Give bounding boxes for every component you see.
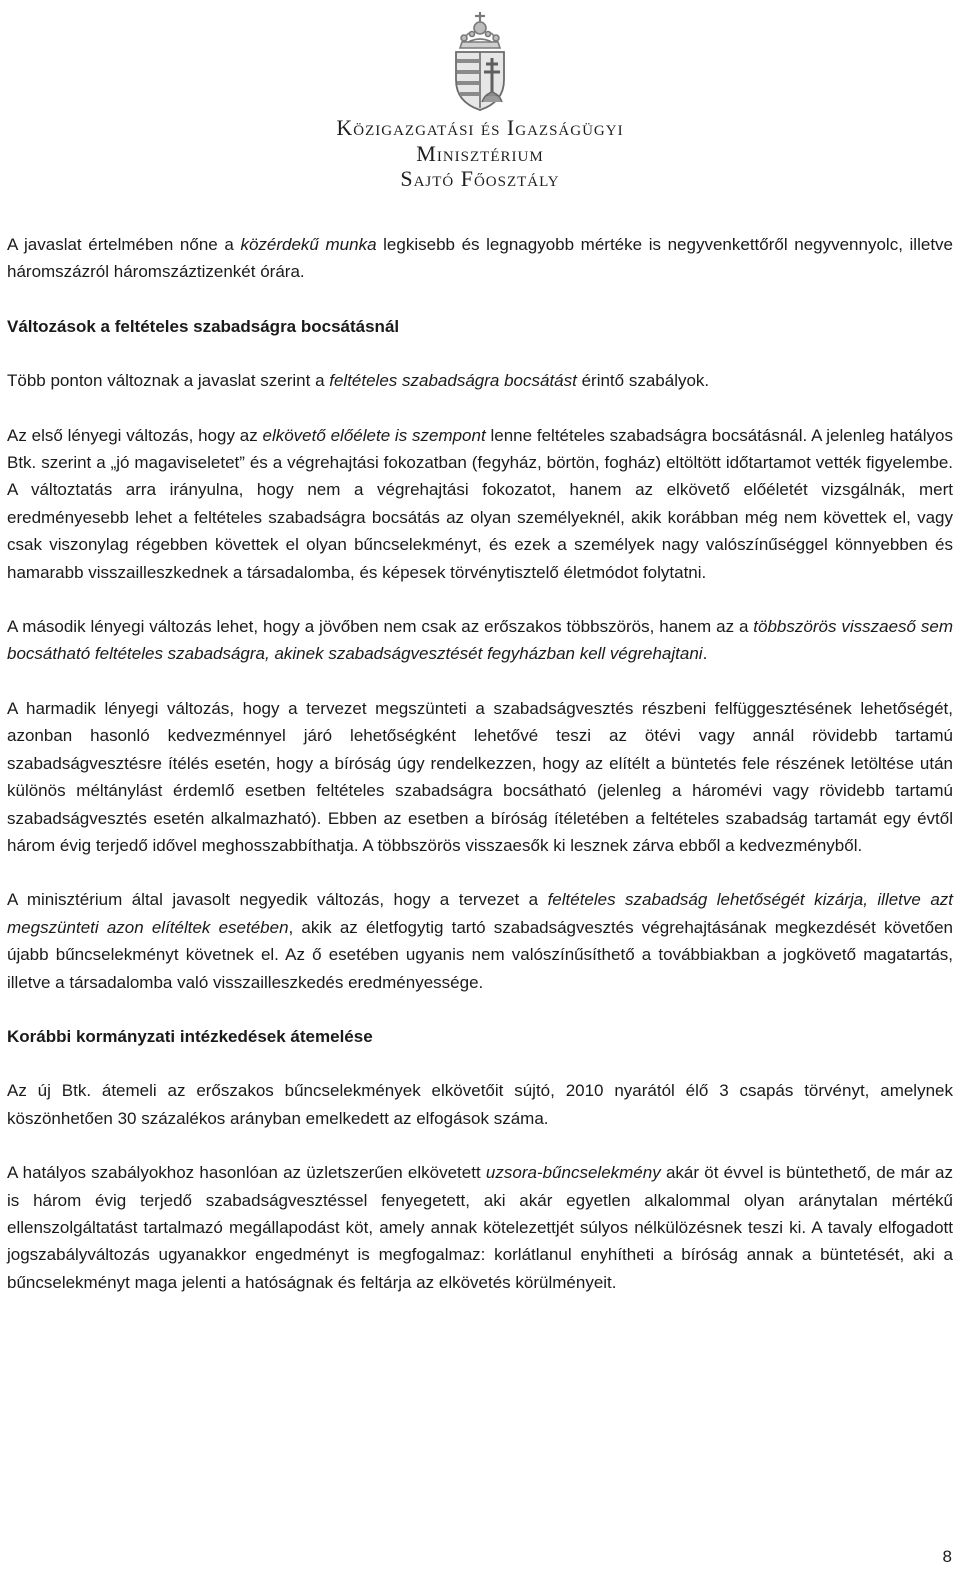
text-run: érintő szabályok. bbox=[576, 371, 710, 391]
paragraph-fourth-change bbox=[7, 886, 953, 996]
page-number: 8 bbox=[942, 1547, 952, 1566]
text-run: Az első lényegi változás, hogy az bbox=[7, 425, 263, 445]
text-run: lenne feltételes szabadságra bocsátásnál. A jelenleg hatályos Btk. szerint a „jó magaviseletet” és a végrehajtási fokozatban (fegyház, börtön, fogház) eltöltött időtartamot vették figyelembe. A változtatás arra irányulna, hogy nem a végrehajtási fokozatot, hanem az elkövető előéletét vizsgálnák, mert eredményesebb lehet a feltételes szabadságra bocsátás az olyan személyeknél, akik korábban még nem követtek el, vagy csak viszonylag régebben követtek el olyan bűncselekményt, és ezek a személyek nagy valószínűséggel könnyebben és hamarabb visszailleszkednek a társadalomba, és képesek törvénytisztelő életmódot folytatni. bbox=[7, 425, 953, 582]
text-run: akár öt évvel is büntethető, de már az is három évig terjedő szabadságvesztéssel fenyegetett, aki akár egyetlen alkalommal olyan aránytalan mértékű ellenszolgáltatást tartalmazó megállapodást köt, amely annak kötelezettjét súlyos nélkülözésnek teszi ki. A tavaly elfogadott jogszabályváltozás ugyanakkor engedményt is megfogalmaz: korlátlanul enyhítheti a bíróság annak a büntetését, aki a bűncselekményt maga jelenti a hatóságnak és feltárja az elkövetés körülményeit. bbox=[7, 1163, 953, 1292]
italic-run: uzsora-bűncselekmény bbox=[485, 1163, 661, 1183]
ministry-name-line2: Minisztérium bbox=[416, 141, 544, 166]
section-heading-previous-measures: Korábbi kormányzati intézkedések átemelése bbox=[7, 1026, 373, 1046]
document-body bbox=[7, 231, 953, 1296]
ministry-name-line1: Közigazgatási és Igazságügyi bbox=[336, 115, 624, 140]
text-run: A második lényegi változás lehet, hogy a jövőben nem csak az erőszakos többszörös, hanem az a bbox=[7, 617, 754, 637]
paragraph-first-change bbox=[7, 422, 953, 586]
paragraph-usury bbox=[7, 1159, 953, 1296]
text-run: Több ponton változnak a javaslat szerint a bbox=[7, 371, 330, 391]
italic-run: közérdekű munka bbox=[240, 235, 377, 254]
text-run: A hatályos szabályokhoz hasonlóan az üzletszerűen elkövetett bbox=[7, 1163, 486, 1183]
text-run: . bbox=[702, 644, 708, 664]
italic-run: elkövető előélete is szempont bbox=[262, 425, 486, 445]
italic-run: többszörös visszaeső sem bocsátható feltételes szabadságra, akinek szabadságvesztését fegyházban kell végrehajtani bbox=[7, 617, 953, 664]
text-run: legkisebb és legnagyobb mértéke is negyvenkettőről negyvennyolc, illetve háromszázról háromszáztizenkét órára. bbox=[7, 235, 953, 282]
hungarian-coat-of-arms-icon bbox=[440, 6, 520, 112]
text-run: A javaslat értelmében nőne a bbox=[7, 235, 241, 254]
press-department-line: Sajtó Főosztály bbox=[400, 166, 560, 191]
paragraph-second-change bbox=[7, 613, 953, 668]
text-run: , akik az életfogytig tartó szabadságvesztés végrehajtásának megkezdését követően újabb bűncselekményt követnek el. Az ő esetében ugyanis nem valószínűsíthető a továbbiakban a jogkövető magatartás, illetve a társadalomba való visszailleszkedés eredményessége. bbox=[7, 917, 953, 992]
paragraph-third-change: A harmadik lényegi változás, hogy a tervezet megszünteti a szabadságvesztés részbeni felfüggesztésének lehetőségét, azonban hasonló kedvezménnyel járó lehetőségként lehetővé teszi az ötévi vagy annál rövidebb tartamú szabadságvesztésre ítélés esetén, hogy a bíróság úgy rendelkezzen, hogy az elítélt a büntetés fele részének letöltése után különös méltánylást érdemlő esetben feltételes szabadságra bocsátható (jelenleg a háromévi vagy rövidebb tartamú szabadságvesztés esetén alkalmazható). Ebben az esetben a bíróság ítéletében a feltételes szabadság tartamát egy évtől három évig terjedő idővel meghosszabbíthatja. A többszörös visszaesők ki lesznek zárva ebből a kedvezményből. bbox=[7, 698, 953, 855]
italic-run: feltételes szabadságra bocsátást bbox=[329, 371, 577, 391]
letterhead bbox=[0, 0, 960, 200]
text-run: A minisztérium által javasolt negyedik változás, hogy a tervezet a bbox=[7, 890, 548, 910]
paragraph-public-work bbox=[7, 231, 953, 286]
paragraph-parole-intro bbox=[7, 367, 953, 394]
paragraph-three-strikes: Az új Btk. átemeli az erőszakos bűncselekmények elkövetőit sújtó, 2010 nyarától élő 3 csapás törvényt, amelynek köszönhetően 30 százalékos arányban emelkedett az elfogások száma. bbox=[7, 1081, 953, 1128]
section-heading-parole-changes: Változások a feltételes szabadságra bocsátásnál bbox=[7, 316, 400, 336]
italic-run: feltételes szabadság lehetőségét kizárja, illetve azt megszünteti azon elítéltek esetében bbox=[7, 890, 953, 937]
